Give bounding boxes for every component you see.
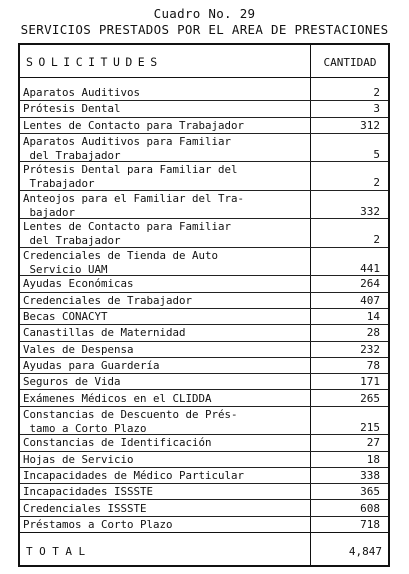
header-solicitudes: SOLICITUDES [26, 55, 163, 69]
row-label: Ayudas para Guardería [23, 358, 160, 372]
row-label: Constancias de Identificación [23, 436, 212, 450]
row-label: Credenciales ISSSTE [23, 501, 147, 515]
row-value: 441 [360, 261, 380, 275]
row-label: Becas CONACYT [23, 310, 108, 323]
row-value: 232 [360, 342, 380, 356]
row-value: 407 [360, 293, 380, 307]
row-value: 608 [360, 501, 380, 515]
row-label: Exámenes Médicos en el CLIDDA [23, 391, 212, 405]
table-row [20, 484, 388, 500]
table-row [20, 468, 388, 484]
row-value: 27 [366, 436, 380, 450]
row-label: Préstamos a Corto Plazo [23, 517, 173, 531]
row-label: Aparatos Auditivos para Familiar del Trabajador [23, 134, 232, 162]
row-label: Prótesis Dental [23, 102, 121, 116]
row-label: Vales de Despensa [23, 342, 134, 356]
row-label: Prótesis Dental para Familiar del Trabajador [23, 163, 238, 191]
table-row [20, 391, 388, 407]
total-row [20, 532, 388, 567]
row-label: Ayudas Económicas [23, 277, 134, 291]
row-value: 2 [373, 233, 380, 247]
table-row [20, 219, 388, 248]
table-row [20, 374, 388, 390]
table-row [20, 162, 388, 191]
row-label: Lentes de Contacto para Trabajador [23, 118, 245, 132]
table-row [20, 293, 388, 309]
table-row [20, 435, 388, 451]
row-label: Anteojos para el Familiar del Tra- bajador [23, 191, 245, 219]
total-label: TOTAL [26, 545, 92, 558]
table-title: SERVICIOS PRESTADOS POR EL AREA DE PRESTACIONES [20, 22, 389, 37]
table-row [20, 358, 388, 374]
row-value: 78 [366, 358, 380, 372]
row-label: Hojas de Servicio [23, 452, 134, 466]
table-row [20, 342, 388, 358]
table-row [20, 501, 388, 517]
row-label: Lentes de Contacto para Familiar del Trabajador [23, 220, 232, 248]
row-value: 718 [360, 517, 380, 531]
table-row [20, 101, 388, 117]
table-row [20, 407, 388, 436]
row-value: 265 [360, 391, 380, 405]
table-row [20, 517, 388, 533]
row-label: Incapacidades de Médico Particular [23, 468, 245, 482]
row-value: 264 [360, 277, 380, 291]
row-value: 312 [360, 118, 380, 132]
row-value: 2 [373, 86, 380, 99]
table-row [20, 118, 388, 134]
row-value: 338 [360, 468, 380, 482]
table-row [20, 309, 388, 325]
header-separator [20, 77, 388, 78]
row-value: 3 [373, 102, 380, 116]
row-label: Aparatos Auditivos [23, 86, 141, 99]
services-table [18, 43, 390, 567]
row-label: Credenciales de Tienda de Auto Servicio UAM [23, 248, 219, 276]
table-row [20, 276, 388, 292]
table-row [20, 85, 388, 101]
row-label: Seguros de Vida [23, 375, 121, 389]
row-value: 365 [360, 485, 380, 499]
header-cantidad: CANTIDAD [323, 56, 377, 69]
row-value: 332 [360, 204, 380, 218]
row-label: Credenciales de Trabajador [23, 293, 193, 307]
row-label: Canastillas de Maternidad [23, 326, 186, 340]
row-label: Constancias de Descuento de Prés- tamo a Corto Plazo [23, 407, 238, 435]
table-row [20, 248, 388, 277]
row-label: Incapacidades ISSSTE [23, 485, 154, 499]
table-row [20, 452, 388, 468]
table-number: Cuadro No. 29 [153, 6, 256, 21]
row-value: 171 [360, 375, 380, 389]
row-value: 28 [366, 326, 380, 340]
row-value: 215 [360, 420, 380, 434]
row-value: 2 [373, 176, 380, 190]
total-value: 4,847 [348, 545, 382, 558]
row-value: 5 [373, 147, 380, 161]
table-row [20, 191, 388, 220]
table-row [20, 325, 388, 341]
row-value: 14 [366, 310, 380, 323]
table-row [20, 134, 388, 163]
row-value: 18 [366, 452, 380, 466]
